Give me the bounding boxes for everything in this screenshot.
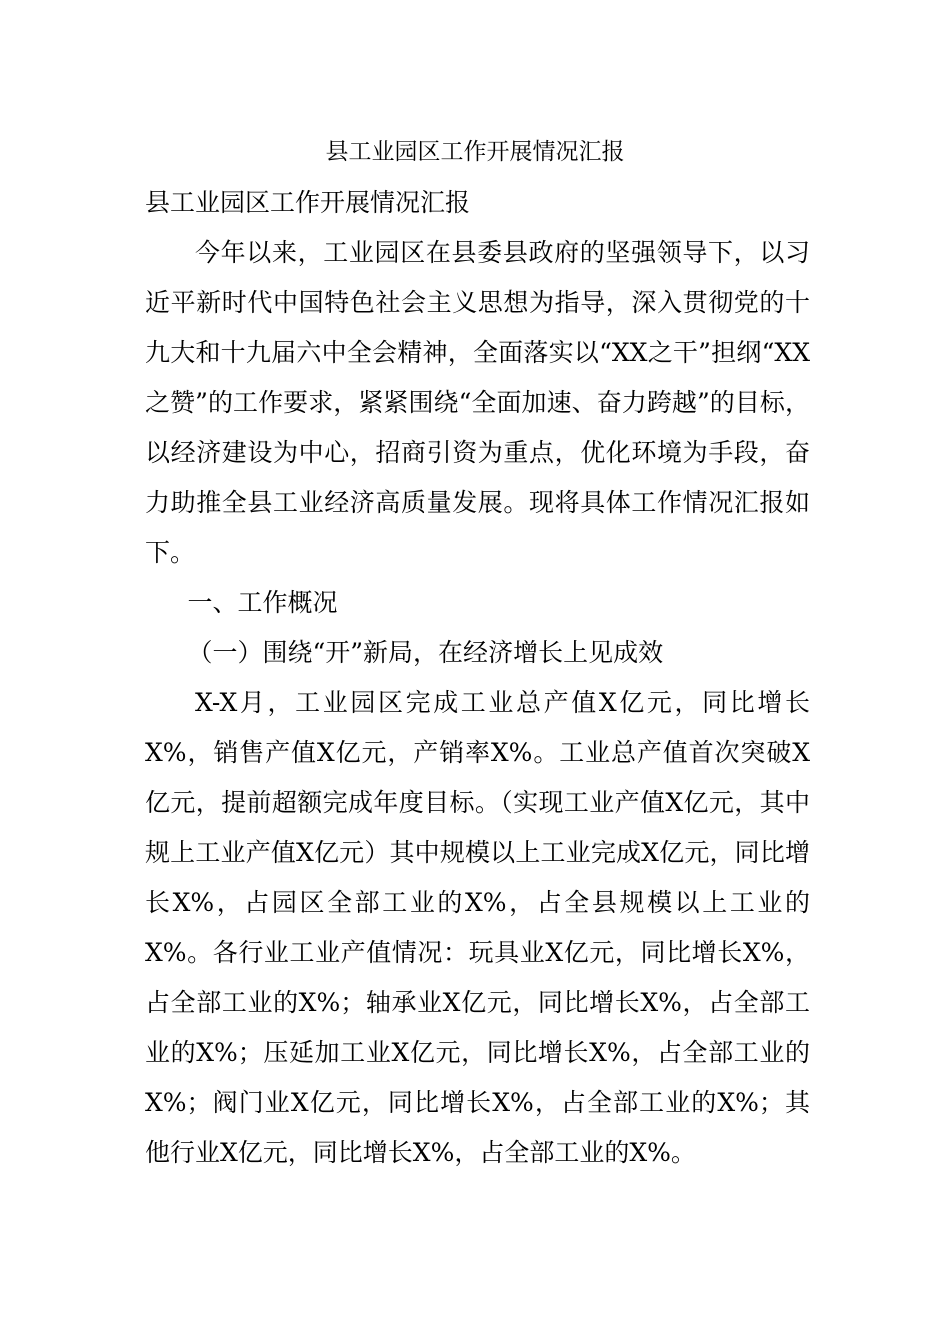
document-body: [145, 178, 810, 1178]
subsection-paragraph: X-X月，工业园区完成工业总产值X亿元，同比增长X%，销售产值X亿元，产销率X%。工业总产值首次突破X亿元，提前超额完成年度目标。（实现工业产值X亿元，其中规上工业产值X亿元）其中规模以上工业完成X亿元，同比增长X%，占园区全部工业的X%，占全县规模以上工业的X%。各行业工业产值情况：玩具业X亿元，同比增长X%，占全部工业的X%；轴承业X亿元，同比增长X%，占全部工业的X%；压延加工业X亿元，同比增长X%，占全部工业的X%；阀门业X亿元，同比增长X%，占全部工业的X%；其他行业X亿元，同比增长X%，占全部工业的X%。: [145, 688, 810, 1167]
section-heading: 一、工作概况: [187, 588, 338, 617]
subsection-heading: （一）围绕“开”新局，在经济增长上见成效: [187, 638, 664, 667]
intro-paragraph: 今年以来，工业园区在县委县政府的坚强领导下，以习近平新时代中国特色社会主义思想为指导，深入贯彻党的十九大和十九届六中全会精神，全面落实以“XX之干”担纲“XX之赞”的工作要求，紧紧围绕“全面加速、奋力跨越”的目标，以经济建设为中心，招商引资为重点，优化环境为手段，奋力助推全县工业经济高质量发展。现将具体工作情况汇报如下。: [145, 238, 810, 567]
document-title: 县工业园区工作开展情况汇报: [325, 139, 625, 165]
document-subtitle: 县工业园区工作开展情况汇报: [145, 188, 471, 217]
